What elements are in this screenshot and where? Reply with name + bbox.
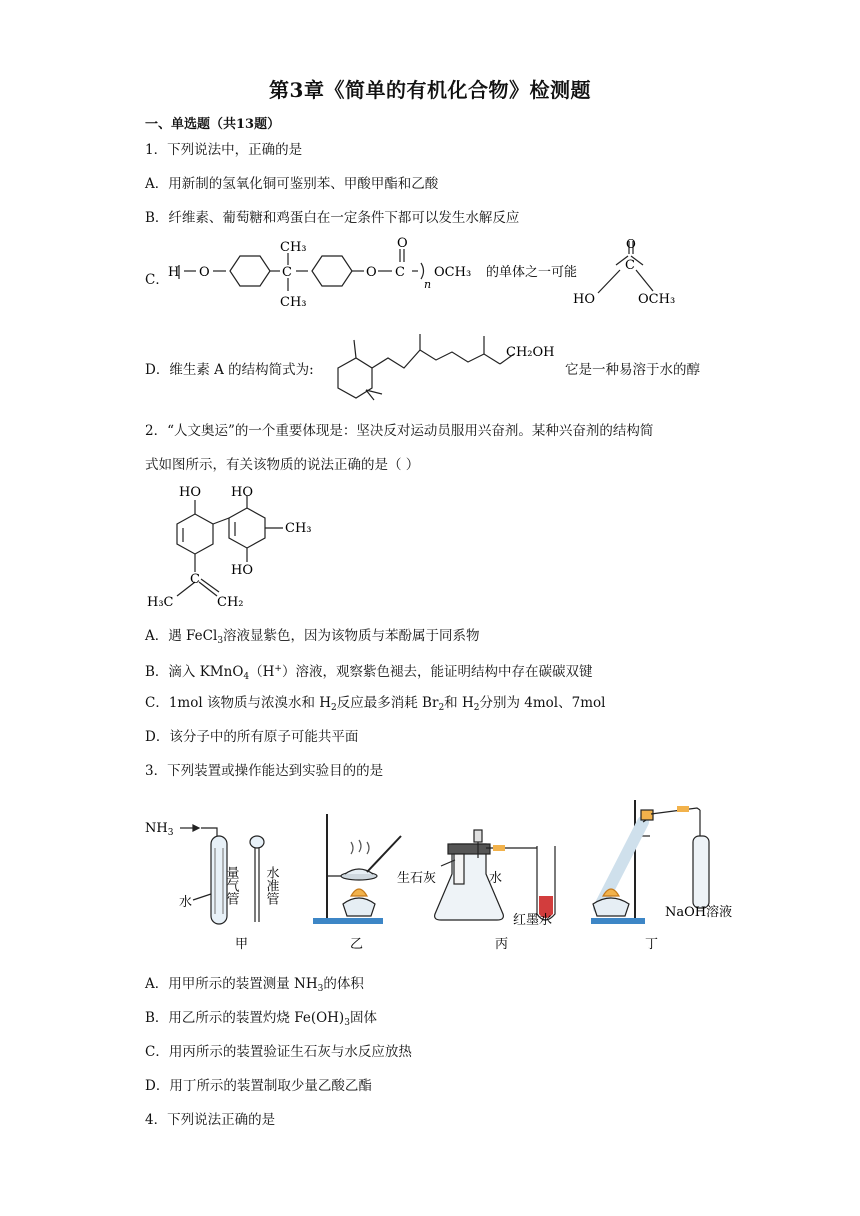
q2-option-a <box>145 627 480 650</box>
chem-c-4: C <box>190 572 200 587</box>
label-water: 水 <box>179 895 193 910</box>
label-ding: 丁 <box>645 937 659 952</box>
q3-option-c: C．用丙所示的装置验证生石灰与水反应放热 <box>145 1044 412 1060</box>
chem-o-2: O <box>366 265 377 280</box>
q1-option-d-suffix: 它是一种易溶于水的醇 <box>565 362 700 378</box>
q3-a-part1: A．用甲所示的装置测量 NH <box>145 976 318 992</box>
vitamin-a-structure <box>328 330 568 402</box>
q3-stem: 3．下列装置或操作能达到实验目的的是 <box>145 763 384 779</box>
apparatus-jia <box>180 825 264 924</box>
chem-och3: OCH₃ <box>434 265 472 280</box>
q2-stem-line2: 式如图所示，有关该物质的说法正确的是（ ） <box>145 457 420 473</box>
q3-a-sub: 3 <box>317 984 324 994</box>
chem-o-4: O <box>626 237 636 251</box>
q2-option-d: D．该分子中的所有原子可能共平面 <box>145 729 359 745</box>
chem-ho-1: HO <box>573 292 595 307</box>
chem-ch3-top: CH₃ <box>280 240 307 255</box>
q2-c-part2: 反应最多消耗 Br <box>336 695 439 711</box>
chem-ho-4: HO <box>231 563 253 578</box>
label-level-tube: 水准管 <box>263 866 279 905</box>
chem-ch3-2: CH₃ <box>285 521 312 536</box>
chem-c-3: C <box>625 258 635 273</box>
chem-n: n <box>424 278 432 291</box>
chem-c-1: C <box>282 265 292 280</box>
chem-h3c: H₃C <box>147 595 174 610</box>
q2-c-part1: C．1mol 该物质与浓溴水和 H <box>145 695 332 711</box>
q1-option-c-prefix: C． <box>145 272 169 288</box>
q2-b-part3: ）溶液，观察紫色褪去，能证明结构中存在碳碳双键 <box>281 664 593 680</box>
label-gas-tube: 量气管 <box>223 866 239 905</box>
q1-option-b: B．纤维素、葡萄糖和鸡蛋白在一定条件下都可以发生水解反应 <box>145 210 520 226</box>
chem-h: H <box>168 265 180 280</box>
q3-option-d: D．用丁所示的装置制取少量乙酸乙酯 <box>145 1078 372 1094</box>
q2-a-sub: 3 <box>217 636 224 646</box>
q2-c-sub3: 2 <box>473 703 480 713</box>
chem-ch2oh: CH₂OH <box>506 345 555 360</box>
q3-option-a <box>145 975 364 998</box>
q3-b-part1: B．用乙所示的装置灼烧 Fe(OH) <box>145 1010 345 1026</box>
chem-o-3: O <box>397 236 408 251</box>
chem-ho-2: HO <box>179 485 201 500</box>
apparatus-yi <box>313 814 401 924</box>
label-naoh: NaOH溶液 <box>665 905 733 920</box>
label-red-ink: 红墨水 <box>513 913 553 928</box>
q2-b-part2: （H <box>249 664 275 680</box>
q3-option-b <box>145 1009 377 1032</box>
stimulant-structure <box>145 484 345 612</box>
q2-a-part1: A．遇 FeCl <box>145 628 218 644</box>
q2-c-part4: 分别为 4mol、7mol <box>479 695 606 711</box>
q2-c-sub1: 2 <box>331 703 337 713</box>
apparatus-figure <box>145 796 765 958</box>
q1-option-d-prefix: D．维生素 A 的结构简式为: <box>145 362 314 378</box>
chem-ch2: CH₂ <box>217 595 244 610</box>
q1-stem: 1．下列说法中，正确的是 <box>145 142 303 158</box>
chem-och3-2: OCH₃ <box>638 292 676 307</box>
q1-option-a: A．用新制的氢氧化铜可鉴别苯、甲酸甲酯和乙酸 <box>145 176 439 192</box>
q2-b-sub: 4 <box>243 672 250 682</box>
q3-a-part2: 的体积 <box>323 976 364 992</box>
label-jia: 甲 <box>235 937 249 952</box>
label-water-2: 水 <box>489 871 503 886</box>
q2-option-c <box>145 694 605 717</box>
chem-o-1: O <box>199 265 210 280</box>
q2-c-part3: 和 H <box>444 695 474 711</box>
q2-option-b <box>145 660 592 686</box>
q2-b-sup: + <box>274 664 282 674</box>
section-heading: 一、单选题（共13题） <box>145 117 281 132</box>
q2-c-sub2: 2 <box>438 703 445 713</box>
chem-ch3-bottom: CH₃ <box>280 295 307 310</box>
label-yi: 乙 <box>350 937 364 952</box>
label-nh3: $NH_3$ <box>145 821 174 838</box>
page-title: 第3章《简单的有机化合物》检测题 <box>269 78 591 102</box>
label-bing: 丙 <box>495 937 509 952</box>
chem-c-2: C <box>395 265 405 280</box>
q1-option-c-suffix: 的单体之一可能 <box>486 265 578 280</box>
label-quicklime: 生石灰 <box>397 871 437 886</box>
chem-ho-3: HO <box>231 485 253 500</box>
q3-b-sub: 3 <box>344 1018 350 1028</box>
q3-b-part2: 固体 <box>349 1010 377 1026</box>
q4-stem: 4．下列说法正确的是 <box>145 1112 276 1128</box>
q2-stem-line1: 2．“人文奥运”的一个重要体现是：坚决反对运动员服用兴奋剂。某种兴奋剂的结构简 <box>145 423 654 439</box>
q2-a-part2: 溶液显紫色，因为该物质与苯酚属于同系物 <box>223 628 480 644</box>
polycarbonate-structure <box>168 236 688 320</box>
q2-b-part1: B．滴入 KMnO <box>145 664 244 680</box>
